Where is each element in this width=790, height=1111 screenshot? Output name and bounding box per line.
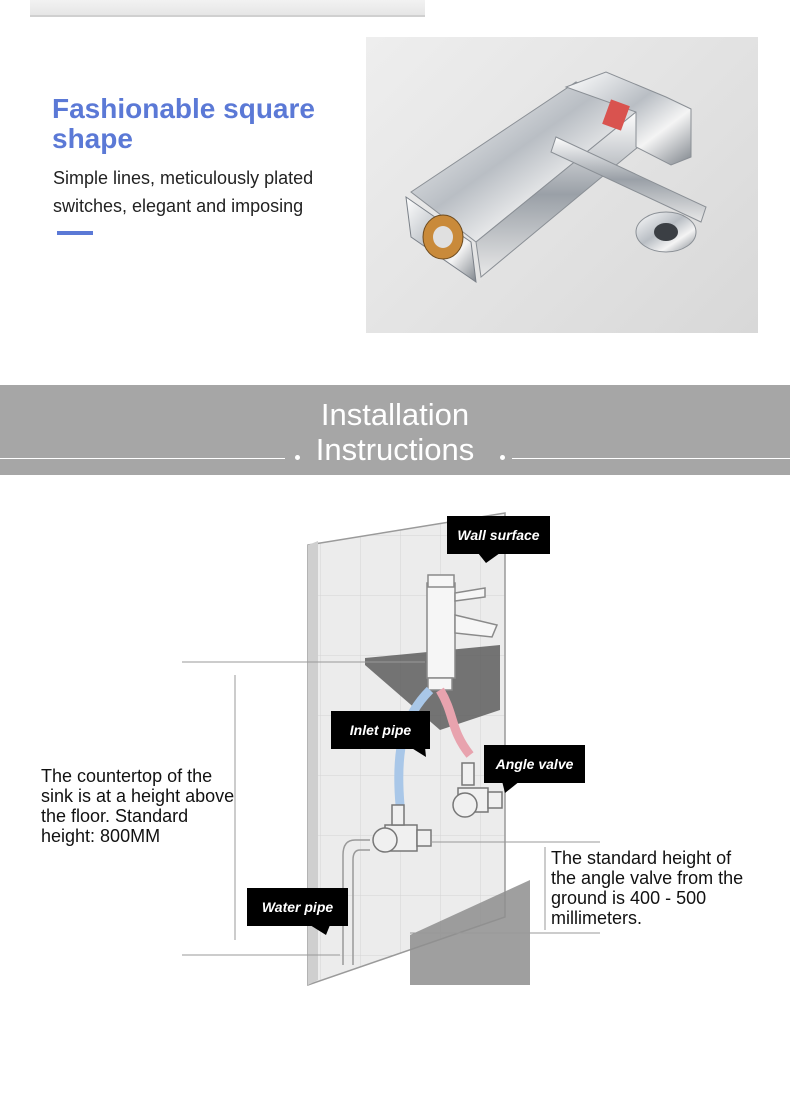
faucet-illustration xyxy=(366,37,758,333)
previous-section-edge xyxy=(30,0,425,17)
banner-title-line2: Instructions xyxy=(315,432,475,467)
banner-divider-left xyxy=(0,458,285,459)
water-pipe-label: Water pipe xyxy=(247,888,348,926)
accent-bar xyxy=(57,231,93,235)
banner-dot-left xyxy=(295,455,300,460)
feature-description: Simple lines, meticulously plated switches, elegant and imposing xyxy=(53,168,314,216)
countertop-height-note: The countertop of the sink is at a height above the floor. Standard height: 800MM xyxy=(41,766,235,846)
angle-valve-label: Angle valve xyxy=(484,745,585,783)
inlet-pipe-label: Inlet pipe xyxy=(331,711,430,749)
banner-divider-right xyxy=(512,458,790,459)
banner-title-line1: Installation xyxy=(320,397,470,432)
faucet-product-photo xyxy=(366,37,758,333)
wall-surface-label: Wall surface xyxy=(447,516,550,554)
banner-dot-right xyxy=(500,455,505,460)
angle-valve-height-note: The standard height of the angle valve from the ground is 400 - 500 millimeters. xyxy=(551,848,744,928)
installation-diagram xyxy=(0,475,790,1111)
section-banner xyxy=(0,385,790,475)
feature-title: Fashionable square shape xyxy=(52,93,315,154)
